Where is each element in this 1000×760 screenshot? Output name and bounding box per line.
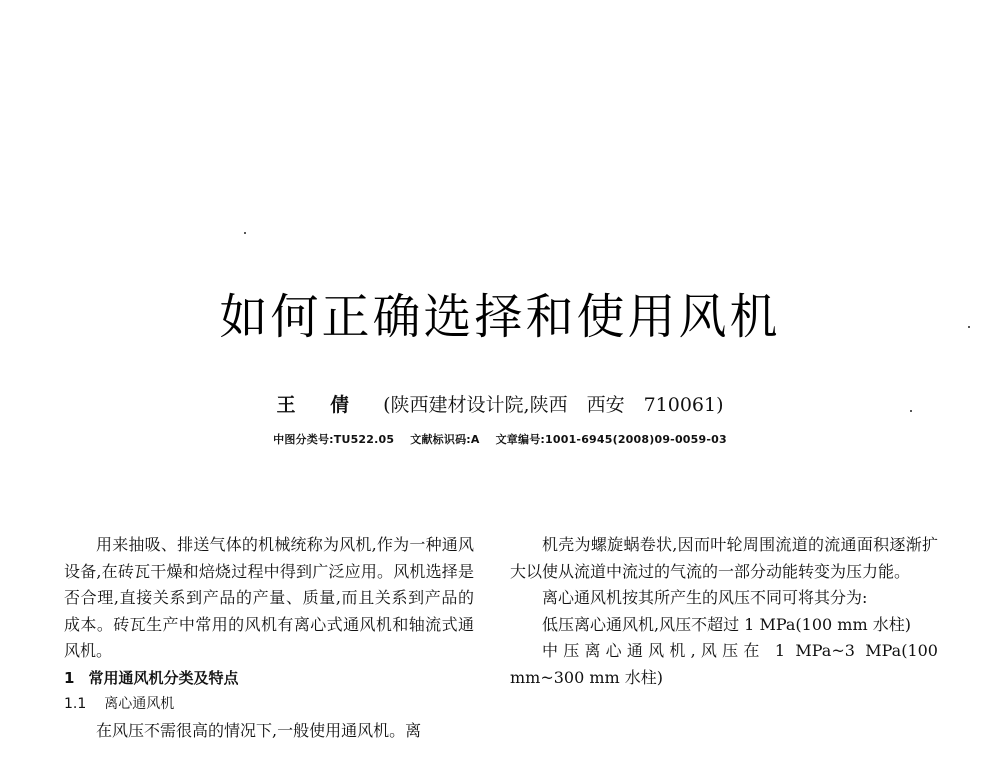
list-item-medium-pressure: 中压离心通风机,风压在 1 MPa~3 MPa(100 mm~300 mm 水柱) bbox=[510, 641, 938, 687]
subsection-title: 离心通风机 bbox=[104, 696, 175, 712]
left-column bbox=[64, 532, 474, 744]
subsection-number: 1.1 bbox=[64, 696, 87, 712]
section-heading bbox=[64, 665, 474, 692]
scan-speck bbox=[244, 232, 246, 234]
list-item-low-pressure: 低压离心通风机,风压不超过 1 MPa(100 mm 水柱) bbox=[542, 614, 911, 634]
clc-number: 中图分类号:TU522.05 bbox=[273, 433, 395, 446]
classification-line bbox=[0, 431, 1000, 447]
paper-title: 如何正确选择和使用风机 bbox=[219, 289, 781, 345]
author-affiliation: (陕西建材设计院,陕西 西安 710061) bbox=[383, 394, 724, 416]
section-title: 常用通风机分类及特点 bbox=[88, 668, 239, 687]
right-column bbox=[510, 532, 938, 691]
document-code: 文献标识码:A bbox=[410, 433, 480, 446]
body-paragraph: 机壳为螺旋蜗卷状,因而叶轮周围流道的流通面积逐渐扩大以使从流道中流过的气流的一部分动能转变为压力能。 bbox=[510, 535, 938, 581]
body-paragraph: 离心通风机按其所产生的风压不同可将其分为: bbox=[542, 588, 868, 607]
section-number: 1 bbox=[64, 668, 75, 687]
intro-paragraph: 用来抽吸、排送气体的机械统称为风机,作为一种通风设备,在砖瓦干燥和焙烧过程中得到广泛应用。风机选择是否合理,直接关系到产品的产量、质量,而且关系到产品的成本。砖瓦生产中常用的风机有离心式通风机和轴流式通风机。 bbox=[64, 535, 474, 660]
body-paragraph: 在风压不需很高的情况下,一般使用通风机。离 bbox=[96, 720, 422, 740]
author-line bbox=[0, 390, 1000, 417]
subsection-heading bbox=[64, 691, 474, 718]
author-name: 王 倩 bbox=[276, 394, 364, 416]
article-number: 文章编号:1001-6945(2008)09-0059-03 bbox=[495, 433, 727, 446]
